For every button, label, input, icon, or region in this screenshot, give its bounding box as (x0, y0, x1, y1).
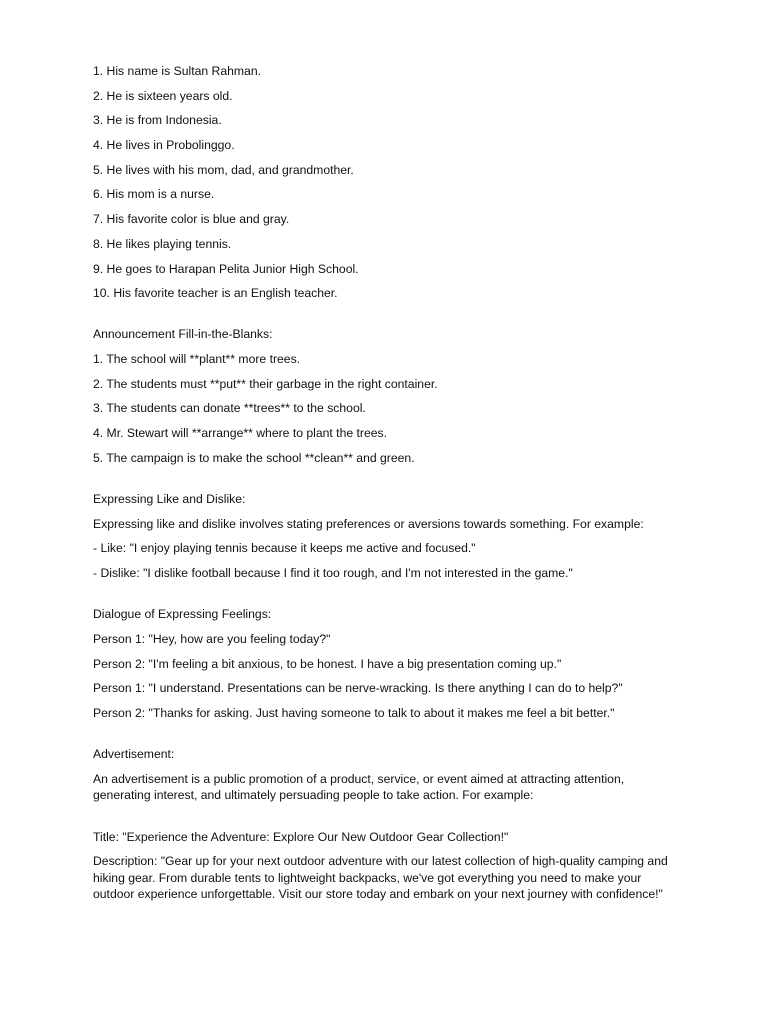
dialogue-line: Person 1: "I understand. Presentations can be nerve-wracking. Is there anything I can do to help?" (93, 681, 623, 696)
intro-item: 1. His name is Sultan Rahman. (93, 64, 261, 78)
announcement-item: 5. The campaign is to make the school **clean** and green. (93, 450, 415, 465)
announcement-section (93, 326, 683, 466)
intro-item: 6. His mom is a nurse. (93, 187, 215, 202)
dialogue-heading: Dialogue of Expressing Feelings: (93, 607, 272, 622)
section-spacer (93, 590, 683, 607)
dialogue-line: Person 2: "Thanks for asking. Just having someone to talk to about it makes me feel a bit better." (93, 706, 615, 720)
advertisement-section (93, 746, 683, 903)
intro-item: 5. He lives with his mom, dad, and grandmother. (93, 162, 354, 177)
advertisement-heading: Advertisement: (93, 747, 175, 762)
announcement-heading: Announcement Fill-in-the-Blanks: (93, 327, 273, 342)
like-dislike-heading: Expressing Like and Dislike: (93, 492, 246, 506)
intro-item: 8. He likes playing tennis. (93, 236, 232, 251)
announcement-item: 1. The school will **plant** more trees. (93, 352, 301, 367)
dialogue-line: Person 1: "Hey, how are you feeling today?" (93, 631, 331, 646)
announcement-item: 2. The students must **put** their garbage in the right container. (93, 376, 438, 391)
intro-item: 7. His favorite color is blue and gray. (93, 212, 290, 227)
intro-item: 10. His favorite teacher is an English teacher. (93, 286, 338, 301)
document-page (93, 63, 683, 911)
dislike-example: - Dislike: "I dislike football because I find it too rough, and I'm not interested in the game." (93, 566, 573, 581)
announcement-item: 3. The students can donate **trees** to the school. (93, 401, 366, 416)
intro-item: 4. He lives in Probolinggo. (93, 138, 235, 153)
like-dislike-body: Expressing like and dislike involves stating preferences or aversions towards something. For example: (93, 516, 644, 531)
dialogue-line: Person 2: "I'm feeling a bit anxious, to be honest. I have a big presentation coming up." (93, 656, 562, 671)
like-example: - Like: "I enjoy playing tennis because it keeps me active and focused." (93, 541, 476, 556)
section-spacer (93, 310, 683, 327)
intro-item: 3. He is from Indonesia. (93, 113, 222, 128)
like-dislike-section (93, 491, 683, 582)
advertisement-title: Title: "Experience the Adventure: Explore Our New Outdoor Gear Collection!" (93, 829, 509, 844)
section-spacer (93, 475, 683, 492)
intro-item: 2. He is sixteen years old. (93, 88, 233, 103)
advertisement-description: Description: "Gear up for your next outdoor adventure with our latest collection of high-quality camping and hiking gear. From durable tents to lightweight backpacks, we've got everything you need to make your outdoor experience unforgettable. Visit our store today and embark on your next journey with confidence!" (93, 854, 668, 902)
advertisement-body: An advertisement is a public promotion of a product, service, or event aimed at attracting attention, generating interest, and ultimately persuading people to take action. For example: (93, 771, 625, 803)
intro-item: 9. He goes to Harapan Pelita Junior High School. (93, 261, 359, 276)
intro-list (93, 63, 683, 302)
section-spacer (93, 730, 683, 747)
announcement-item: 4. Mr. Stewart will **arrange** where to plant the trees. (93, 426, 387, 441)
section-spacer (93, 812, 683, 829)
dialogue-section (93, 606, 683, 721)
